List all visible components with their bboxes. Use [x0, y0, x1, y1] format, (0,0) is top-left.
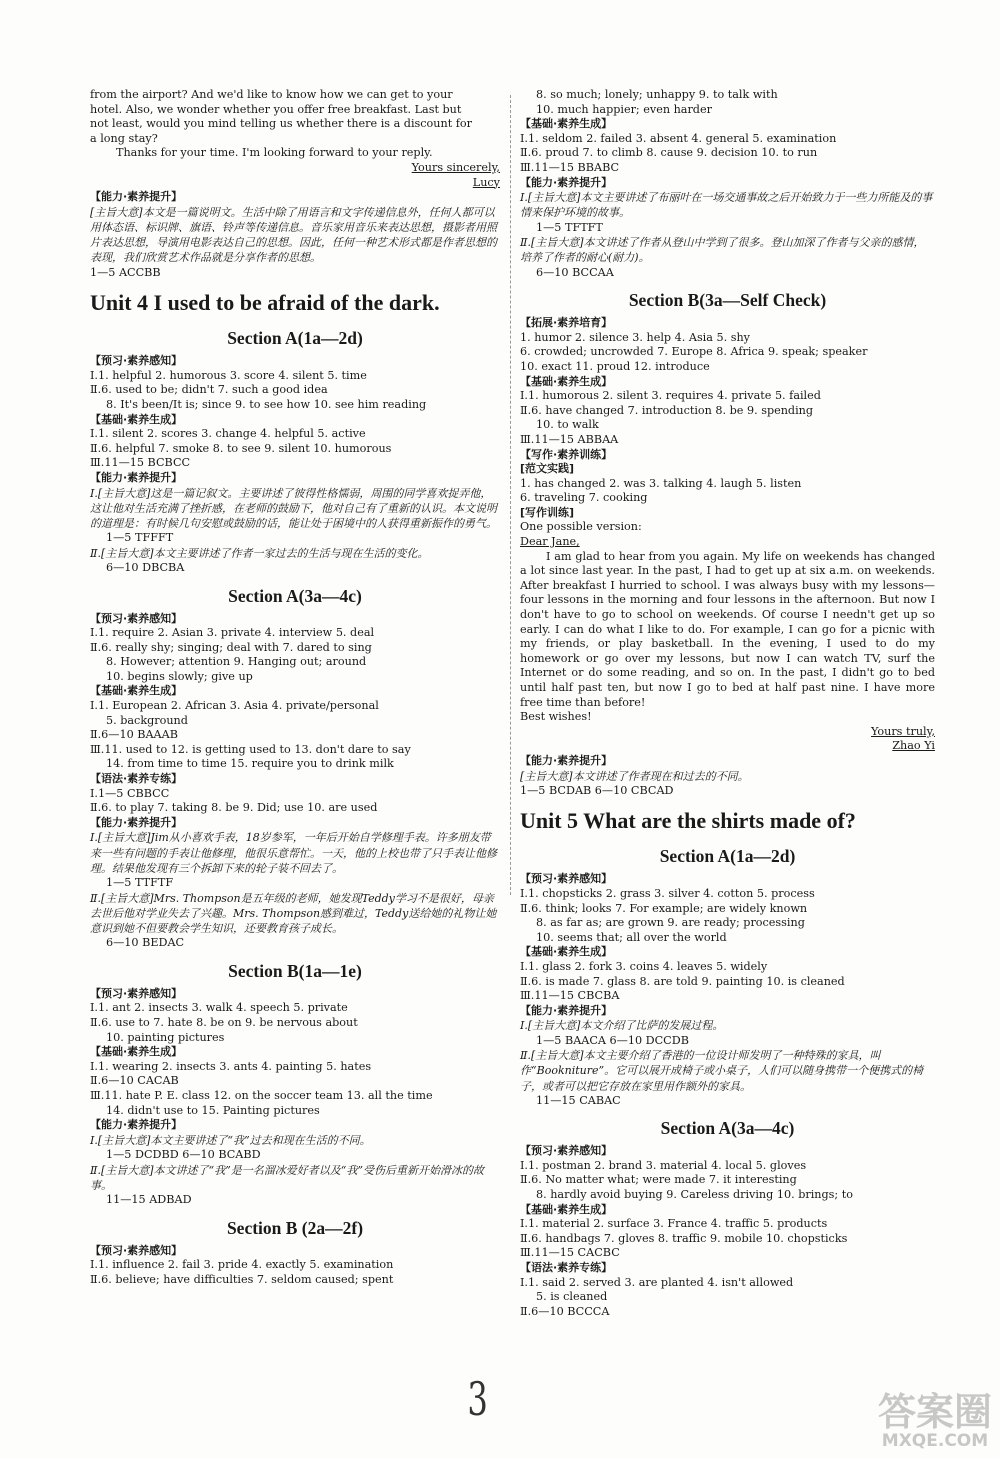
answer-line: Ⅰ.1. influence 2. fail 3. pride 4. exactly 5. examination — [90, 1258, 394, 1272]
answer-line: Ⅱ.6. to play 7. taking 8. be 9. Did; use 10. are used — [90, 801, 378, 815]
answer-line: 11—15 ADBAD — [106, 1192, 192, 1206]
section-tag: 【能力·素养提升】 — [520, 1003, 613, 1017]
section-tag: 【能力·素养提升】 — [90, 190, 183, 204]
subsection-tag: [范文实践] — [520, 462, 575, 476]
answer-line: Ⅰ.1. chopsticks 2. grass 3. silver 4. cotton 5. process — [520, 886, 815, 900]
answer-line: 11—15 CABAC — [536, 1093, 621, 1107]
answer-line: Ⅱ.6. think; looks 7. For example; are widely known — [520, 901, 808, 915]
section-tag: 【写作·素养训练】 — [520, 447, 613, 461]
answer-line: 10. to walk — [536, 418, 599, 432]
page-number: 3 — [467, 1372, 488, 1426]
answer-line: Ⅰ.1. ant 2. insects 3. walk 4. speech 5. private — [90, 1001, 348, 1015]
letter-closing: Yours sincerely, — [411, 160, 500, 174]
section-tag: 【语法·素养专练】 — [520, 1261, 613, 1275]
answer-line: Ⅱ.6—10 BAAAB — [90, 728, 178, 742]
answer-line: 14. didn't use to 15. Painting pictures — [106, 1103, 320, 1117]
summary-text: Ⅱ.[主旨大意]本文主要介绍了香港的一位设计师发明了一种特殊的家具，叫作“Bookniture”。它可以展开成椅子或小桌子，人们可以随身携带一个便携式的椅子，或者可以把它存放在家里用作额外的家具。 — [520, 1049, 924, 1093]
summary-text: [主旨大意]本文讲述了作者现在和过去的不同。 — [520, 769, 749, 783]
summary-text: Ⅰ.[主旨大意]本文主要讲述了“我”过去和现在生活的不同。 — [90, 1133, 371, 1147]
answer-line: 1—5 DCDBD 6—10 BCABD — [106, 1147, 261, 1161]
answer-line: 10. begins slowly; give up — [106, 669, 253, 683]
essay-body: I am glad to hear from you again. My life on weekends has changed a lot since last year. In the past, I had to get up at six a.m. on weekends. After breakfast I hurried to school. I was always busy with my lessons—four lessons in the morning and four lessons in the afternoon. But now I don't have to go to school on weekends. Of course I needn't get up so early. I can do what I like to do. For example, I can go for a picnic with my friends, or play basketball. In the evening, I used to do my homework or go over my lessons, but now I can watch TV, surf the Internet or do some reading, and so on. In the past, I didn't go to bed until half past ten, but now I go to bed at half past nine. I have more free time than before! — [520, 549, 935, 709]
answer-line: Ⅱ.6. helpful 7. smoke 8. to see 9. silent 10. humorous — [90, 441, 392, 455]
section-tag: 【能力·素养提升】 — [90, 815, 183, 829]
section-title: Section B(1a—1e) — [228, 960, 362, 981]
letter-thanks: Thanks for your time. I'm looking forward to your reply. — [116, 146, 433, 160]
answer-line: Ⅱ.6—10 BCCCA — [520, 1304, 610, 1318]
section-tag: 【预习·素养感知】 — [90, 1243, 183, 1257]
answer-line: 6—10 BEDAC — [106, 936, 185, 950]
answer-line: Ⅰ.1. European 2. African 3. Asia 4. private/personal — [90, 699, 379, 713]
answer-line: 8. so much; lonely; unhappy 9. to talk with — [536, 88, 778, 101]
section-tag: 【预习·素养感知】 — [90, 354, 183, 368]
answer-line: Ⅱ.6. No matter what; were made 7. it interesting — [520, 1173, 797, 1187]
answer-line: Ⅰ.1. seldom 2. failed 3. absent 4. general 5. examination — [520, 131, 837, 145]
right-column — [520, 88, 935, 1319]
letter-line: hotel. Also, we wonder whether you offer free breakfast. Last but — [90, 102, 462, 116]
section-tag: 【基础·素养生成】 — [90, 412, 183, 426]
answer-line: Ⅲ.11—15 CBCBA — [520, 989, 620, 1003]
answer-line: Ⅱ.6. proud 7. to climb 8. cause 9. decision 10. to run — [520, 146, 818, 160]
answer-line: One possible version: — [520, 520, 642, 534]
essay-wishes: Best wishes! — [520, 710, 592, 724]
essay-signature: Zhao Yi — [892, 739, 935, 753]
answer-line: Ⅲ.11. used to 12. is getting used to 13. don't dare to say — [90, 742, 411, 756]
letter-line: from the airport? And we'd like to know how we can get to your — [90, 88, 453, 101]
answer-line: 5. background — [106, 713, 188, 727]
letter-line: not least, would you mind telling us whether there is a discount for — [90, 117, 472, 131]
answer-line: Ⅱ.6. really shy; singing; deal with 7. dared to sing — [90, 640, 372, 654]
answer-line: 1—5 BCDAB 6—10 CBCAD — [520, 783, 674, 797]
answer-line: 1—5 TFFFT — [106, 531, 174, 545]
answer-line: Ⅱ.6. used to be; didn't 7. such a good idea — [90, 383, 328, 397]
answer-line: Ⅱ.6—10 CACAB — [90, 1074, 179, 1088]
answer-line: Ⅱ.6. have changed 7. introduction 8. be 9. spending — [520, 403, 814, 417]
answer-line: Ⅲ.11—15 ABBAA — [520, 432, 619, 446]
answer-line: 1—5 TFTFT — [536, 220, 603, 234]
section-title: Section A(3a—4c) — [228, 585, 362, 606]
subsection-tag: [写作训练] — [520, 505, 575, 519]
summary-text: Ⅰ.[主旨大意]本文介绍了比萨的发展过程。 — [520, 1019, 724, 1033]
summary-text: Ⅰ.[主旨大意]这是一篇记叙文。主要讲述了彼得性格懦弱，周围的同学喜欢捉弄他，这让他对生活充满了挫折感，在老师的鼓励下，他对自己有了重新的认识。本文说明的道理是：有时候几句安慰或鼓励的话，能让处于困境中的人获得重新振作的勇气。 — [90, 486, 497, 530]
answer-line: Ⅰ.1—5 CBBCC — [90, 786, 170, 800]
summary-text: Ⅱ.[主旨大意]Mrs. Thompson是五年级的老师，她发现Teddy学习不是很好，母亲去世后他对学业失去了兴趣。Mrs. Thompson感到难过，Teddy送给她的礼物让她意识到她不但要教会学生知识，还要教育孩子成长。 — [90, 891, 497, 936]
section-tag: 【能力·素养提升】 — [90, 1118, 183, 1132]
letter-signature: Lucy — [472, 175, 500, 189]
section-tag: 【预习·素养感知】 — [520, 1144, 613, 1158]
summary-text: [主旨大意]本文是一篇说明文。生活中除了用语言和文字传递信息外，任何人都可以用体态语、标识牌、旗语、铃声等传递信息。音乐家用音乐来表达思想，摄影者用照片表达思想，导演用电影表达自己的思想。因此，任何一种艺术形式都是作者思想的表现，我们欣赏艺术作品就是分享作者的思想。 — [90, 205, 497, 265]
answer-line: Ⅱ.6. handbags 7. gloves 8. traffic 9. mobile 10. chopsticks — [520, 1231, 848, 1245]
section-title: Section A(1a—2d) — [227, 328, 363, 349]
section-tag: 【预习·素养感知】 — [90, 986, 183, 1000]
answer-line: Ⅰ.1. helpful 2. humorous 3. score 4. silent 5. time — [90, 368, 367, 382]
watermark-logo: 答案圈 MXQE.COM — [877, 1390, 992, 1451]
essay-closing: Yours truly, — [870, 724, 935, 738]
column-divider — [510, 95, 511, 895]
section-tag: 【语法·素养专练】 — [90, 772, 183, 786]
section-tag: 【基础·素养生成】 — [520, 374, 613, 388]
essay-greeting: Dear Jane, — [520, 535, 580, 549]
left-column — [90, 88, 500, 1287]
summary-text: Ⅰ.[主旨大意]Jim从小喜欢手表，18岁参军，一年后开始自学修理手表。许多朋友带来一些有问题的手表让他修理，他很乐意帮忙。一天，他的上校也带了只手表让他修理。结果他发现有三个拆卸下来的轮子装不回去了。 — [90, 831, 497, 875]
answer-line: Ⅰ.1. silent 2. scores 3. change 4. helpful 5. active — [90, 427, 366, 441]
answer-line: 1—5 ACCBB — [90, 265, 161, 279]
answer-line: Ⅰ.1. said 2. served 3. are planted 4. isn't allowed — [520, 1275, 794, 1289]
answer-line: 6—10 BCCAA — [536, 265, 614, 279]
answer-line: Ⅰ.1. require 2. Asian 3. private 4. interview 5. deal — [90, 626, 375, 640]
section-tag: 【能力·素养提升】 — [520, 175, 613, 189]
answer-line: 1—5 BAACA 6—10 DCCDB — [536, 1033, 689, 1047]
section-tag: 【基础·素养生成】 — [520, 1202, 613, 1216]
answer-line: 8. It's been/It is; since 9. to see how 10. see him reading — [106, 397, 427, 411]
unit-title: Unit 4 I used to be afraid of the dark. — [90, 290, 440, 316]
answer-line: Ⅲ.11—15 BBABC — [520, 160, 620, 174]
section-tag: 【基础·素养生成】 — [520, 945, 613, 959]
answer-line: Ⅰ.1. postman 2. brand 3. material 4. local 5. gloves — [520, 1158, 807, 1172]
answer-line: Ⅰ.1. material 2. surface 3. France 4. traffic 5. products — [520, 1217, 828, 1231]
section-title: Section A(1a—2d) — [659, 846, 796, 867]
summary-text: Ⅱ.[主旨大意]本文讲述了作者从登山中学到了很多。登山加深了作者与父亲的感情，培养了作者的耐心(耐力)。 — [520, 236, 925, 265]
answer-line: Ⅱ.6. believe; have difficulties 7. seldom caused; spent — [90, 1272, 394, 1286]
answer-line: 6—10 DBCBA — [106, 560, 185, 574]
section-tag: 【能力·素养提升】 — [520, 753, 613, 767]
answer-line: Ⅰ.1. humorous 2. silent 3. requires 4. private 5. failed — [520, 389, 821, 403]
answer-line: 10. exact 11. proud 12. introduce — [520, 359, 710, 373]
answer-line: Ⅲ.11—15 CACBC — [520, 1246, 620, 1260]
summary-text: Ⅱ.[主旨大意]本文主要讲述了作者一家过去的生活与现在生活的变化。 — [90, 546, 429, 560]
unit-title: Unit 5 What are the shirts made of? — [520, 808, 856, 834]
answer-line: Ⅰ.1. glass 2. fork 3. coins 4. leaves 5. widely — [520, 959, 768, 973]
answer-line: 14. from time to time 15. require you to drink milk — [106, 757, 394, 771]
section-tag: 【基础·素养生成】 — [90, 684, 183, 698]
answer-line: 6. traveling 7. cooking — [520, 491, 648, 505]
answer-line: 6. crowded; uncrowded 7. Europe 8. Africa 9. speak; speaker — [520, 345, 868, 359]
answer-line: 10. much happier; even harder — [536, 102, 712, 116]
answer-line: 1. has changed 2. was 3. talking 4. laugh 5. listen — [520, 476, 802, 490]
section-tag: 【基础·素养生成】 — [90, 1045, 183, 1059]
answer-line: 1—5 TTFTF — [106, 876, 174, 890]
answer-line: 10. painting pictures — [106, 1030, 225, 1044]
answer-line: Ⅰ.1. wearing 2. insects 3. ants 4. painting 5. hates — [90, 1059, 372, 1073]
answer-line: 8. as far as; are grown 9. are ready; processing — [536, 916, 805, 930]
answer-line: 8. hardly avoid buying 9. Careless driving 10. brings; to — [536, 1188, 853, 1202]
answer-line: 1. humor 2. silence 3. help 4. Asia 5. shy — [520, 330, 750, 344]
section-tag: 【预习·素养感知】 — [90, 611, 183, 625]
section-tag: 【拓展·素养培育】 — [520, 316, 613, 330]
section-tag: 【基础·素养生成】 — [520, 117, 613, 131]
summary-text: Ⅱ.[主旨大意]本文讲述了“我”是一名溜冰爱好者以及“我”受伤后重新开始滑冰的故事。 — [90, 1163, 485, 1192]
answer-line: Ⅱ.6. use to 7. hate 8. be on 9. be nervous about — [90, 1016, 358, 1029]
section-tag: 【预习·素养感知】 — [520, 872, 613, 886]
section-title: Section B(3a—Self Check) — [628, 290, 827, 311]
section-title: Section A(3a—4c) — [660, 1118, 795, 1139]
answer-line: 5. is cleaned — [536, 1290, 608, 1304]
answer-line: 8. However; attention 9. Hanging out; around — [106, 655, 367, 669]
answer-line: Ⅲ.11—15 BCBCC — [90, 456, 191, 470]
answer-line: 10. seems that; all over the world — [536, 930, 727, 944]
section-title: Section B (2a—2f) — [226, 1217, 364, 1238]
answer-line: Ⅲ.11. hate P. E. class 12. on the soccer team 13. all the time — [90, 1088, 433, 1102]
letter-line: a long stay? — [90, 131, 158, 145]
section-tag: 【能力·素养提升】 — [90, 470, 183, 484]
summary-text: Ⅰ.[主旨大意]本文主要讲述了布丽叶在一场交通事故之后开始致力于一些力所能及的事情来保护环境的故事。 — [520, 191, 933, 220]
answer-line: Ⅱ.6. is made 7. glass 8. are told 9. painting 10. is cleaned — [520, 974, 845, 988]
